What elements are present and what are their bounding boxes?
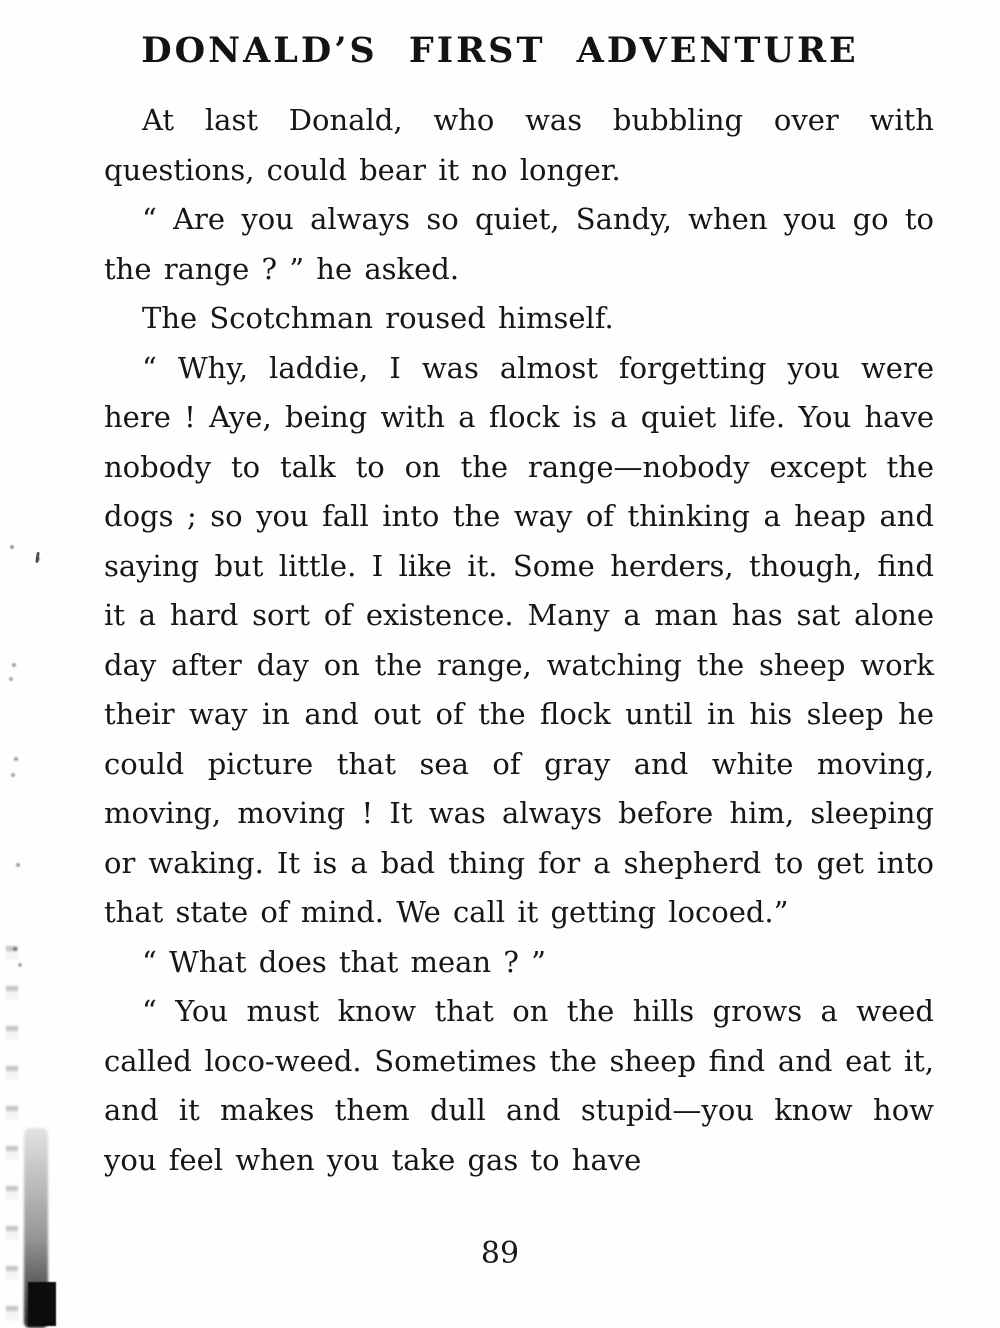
paragraph: The Scotchman roused himself. bbox=[142, 301, 614, 335]
scan-speck-artifact bbox=[10, 545, 14, 549]
paragraph: “ Why, laddie, I was almost forgetting you were here ! Aye, being with a flock is a quiet life. You have nobody to talk to on the range—nobody except the dogs ; so you fall into the way of thinking a heap and saying but little. I like it. Some herders, though, find it a hard sort of existence. Many a man has sat alone day after day on the range, watching the sheep work their way in and out of the flock until in his sleep he could picture that sea of gray and white moving, moving, moving ! It was always before him, sleeping or waking. It is a bad thing for a shepherd to get into that state of mind. We call it getting locoed.” bbox=[104, 350, 934, 929]
scan-corner-artifact bbox=[28, 1282, 56, 1326]
scan-blob-artifact bbox=[24, 1128, 48, 1328]
page-title: DONALD’S FIRST ADVENTURE bbox=[141, 30, 859, 71]
text-block bbox=[104, 96, 934, 1185]
paragraph: “ What does that mean ? ” bbox=[142, 944, 546, 979]
paragraph: “ Are you always so quiet, Sandy, when you go to the range ? ” he asked. bbox=[104, 202, 934, 286]
paragraph: At last Donald, who was bubbling over with questions, could bear it no longer. bbox=[104, 103, 934, 187]
scan-tick-artifact bbox=[35, 552, 40, 563]
page-number: 89 bbox=[480, 1236, 520, 1271]
paragraph: “ You must know that on the hills grows a weed called loco-weed. Sometimes the sheep find and eat it, and it makes them dull and stupid—you know how you feel when you take gas to have bbox=[104, 994, 934, 1177]
